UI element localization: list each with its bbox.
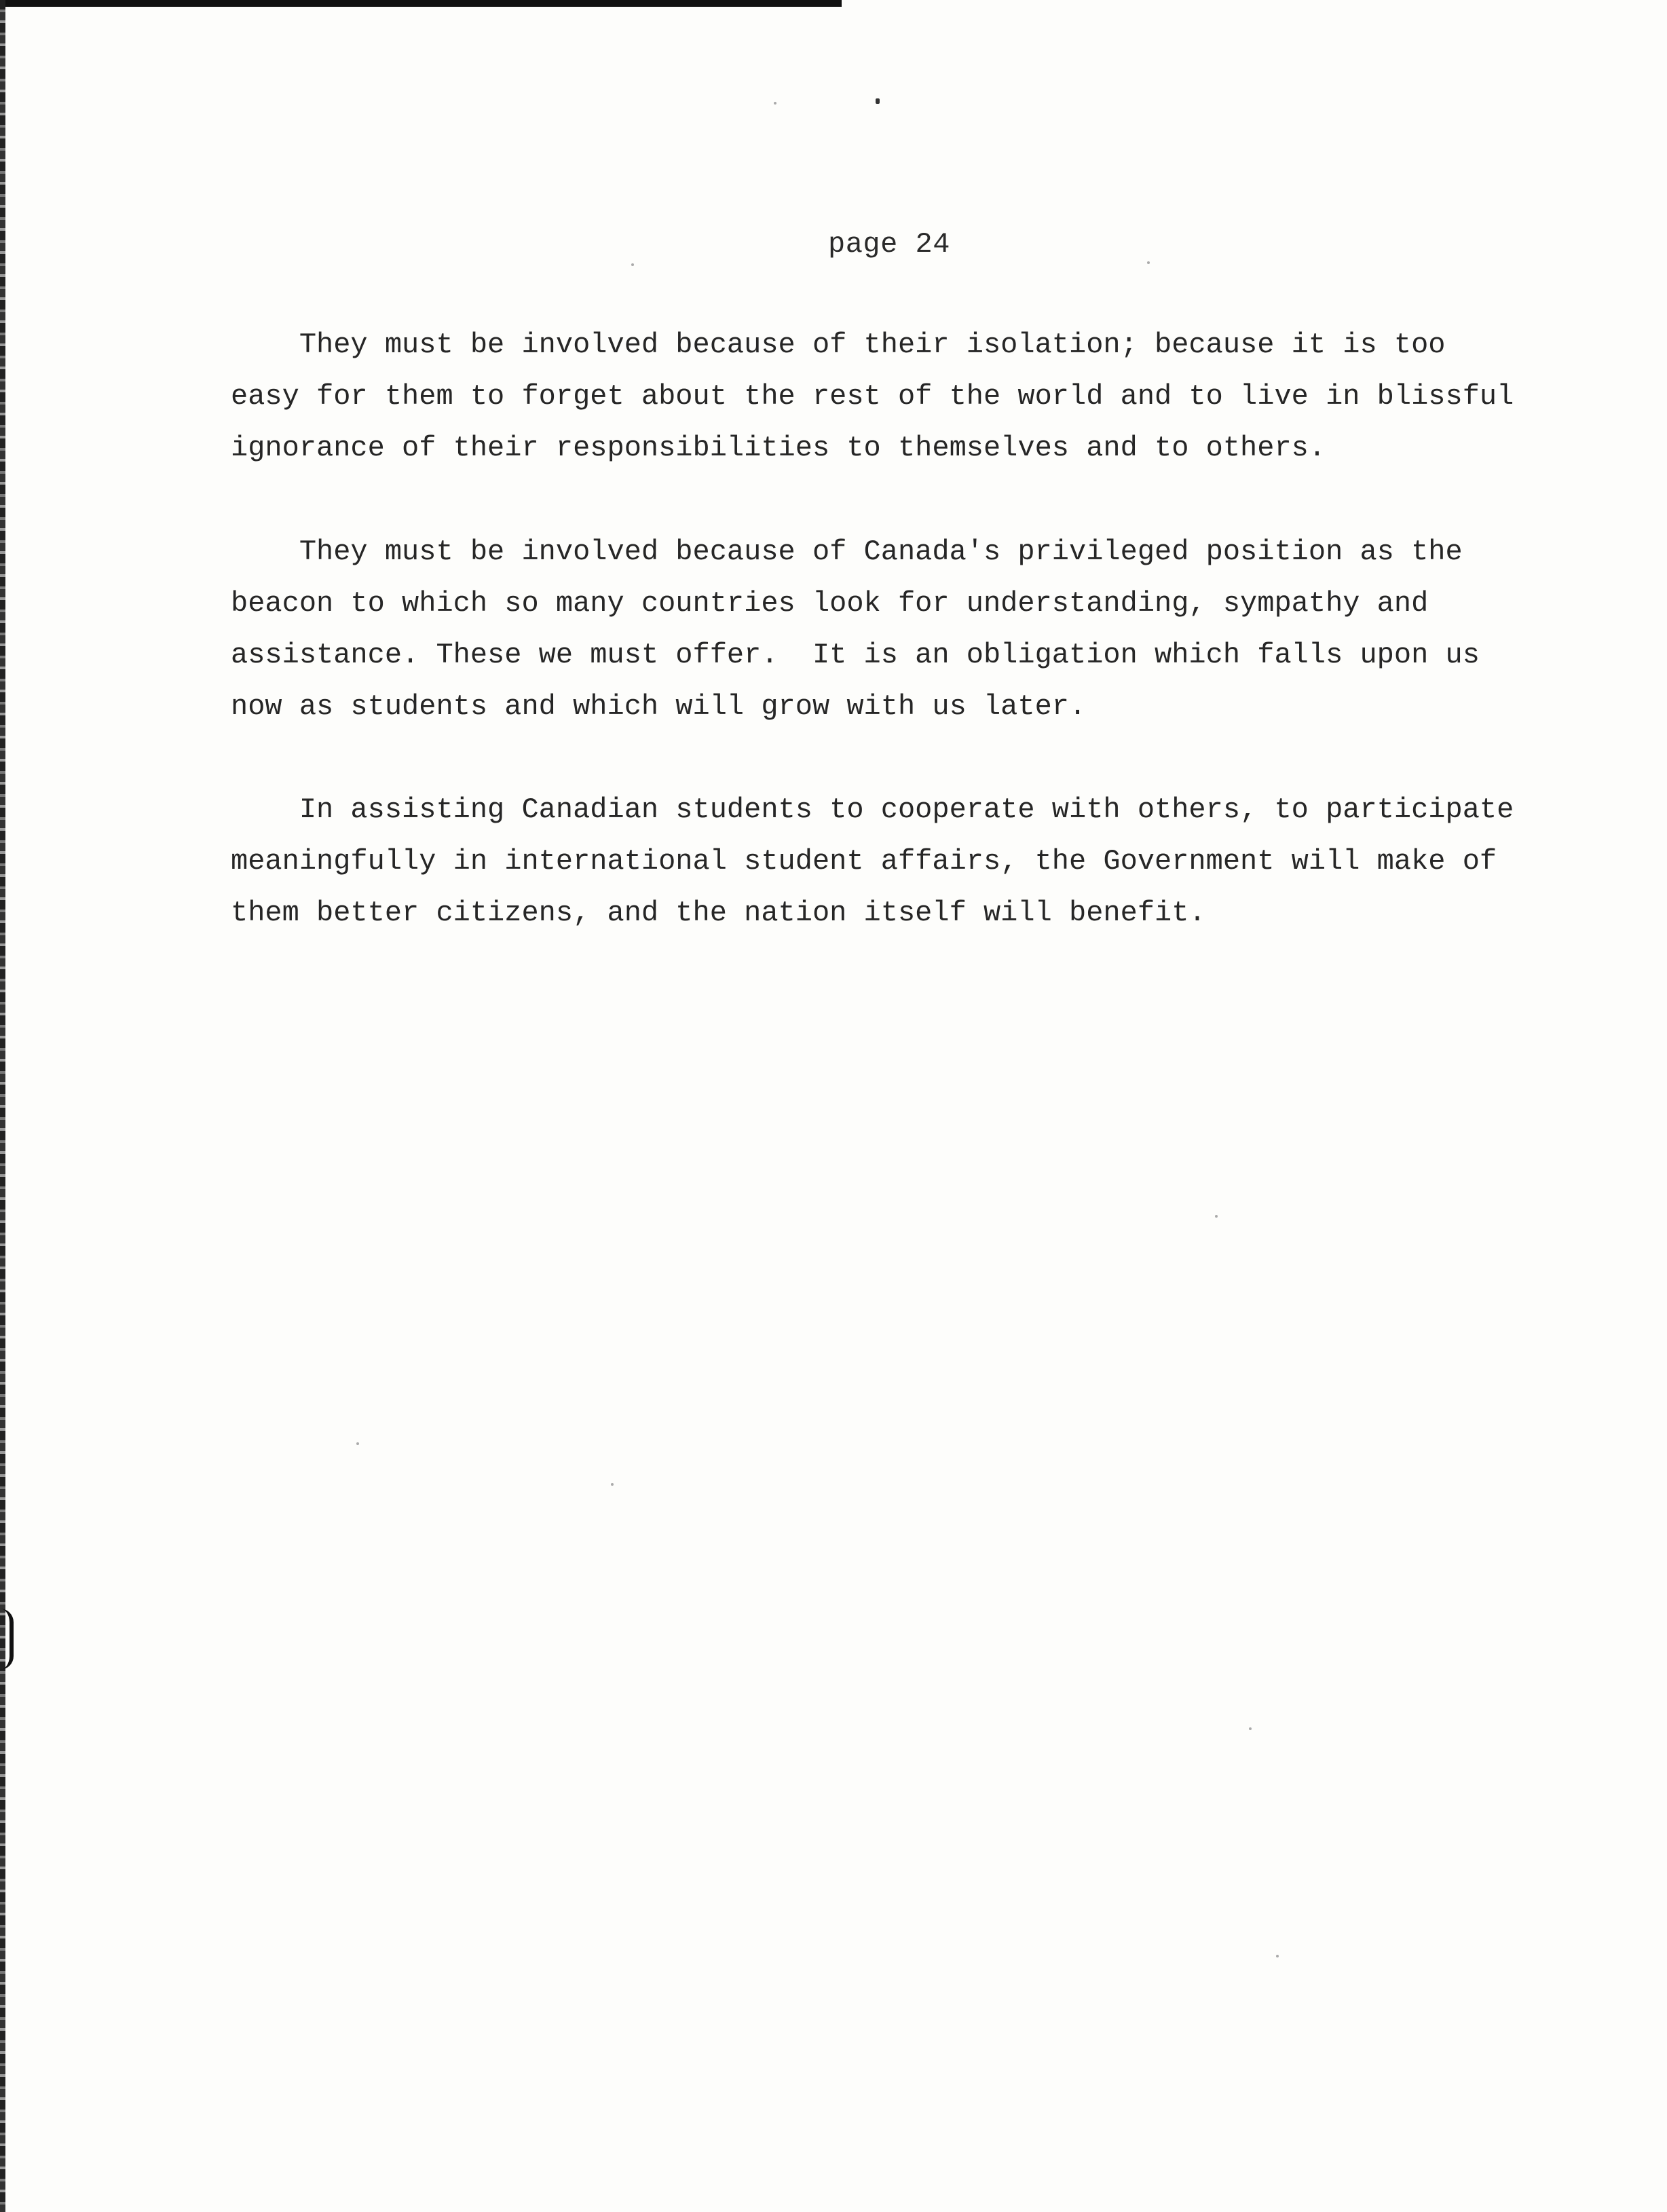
scan-speck xyxy=(1147,261,1150,264)
paragraph-line: beacon to which so many countries look for understanding, sympathy and xyxy=(231,587,1429,620)
paragraph-line: now as students and which will grow with us later. xyxy=(231,690,1087,723)
paragraph-line: In assisting Canadian students to cooperate with others, to participate xyxy=(231,793,1514,826)
page-number: page 24 xyxy=(828,228,950,261)
scan-top-edge xyxy=(0,0,842,7)
scan-speck xyxy=(774,102,776,105)
paragraph-line: meaningfully in international student affairs, the Government will make of xyxy=(231,845,1497,878)
paragraph-canada-position xyxy=(231,526,1575,732)
scan-binding-notch xyxy=(0,1609,14,1670)
scan-left-edge xyxy=(0,0,5,2212)
paragraph-isolation xyxy=(231,319,1575,474)
paragraph-line: They must be involved because of Canada's privileged position as the xyxy=(231,536,1463,568)
paragraph-line: assistance. These we must offer. It is an obligation which falls upon us xyxy=(231,639,1480,671)
scan-speck xyxy=(356,1442,359,1445)
paragraph-line: ignorance of their responsibilities to themselves and to others. xyxy=(231,432,1326,464)
scan-speck xyxy=(1276,1955,1279,1957)
scan-speck xyxy=(1215,1215,1218,1218)
paragraph-government-benefit xyxy=(231,784,1575,939)
scan-speck xyxy=(1249,1727,1252,1730)
scan-speck xyxy=(876,98,880,104)
scan-speck xyxy=(611,1483,614,1486)
paragraph-line: easy for them to forget about the rest of the world and to live in blissful xyxy=(231,380,1514,413)
paragraph-line: them better citizens, and the nation itself will benefit. xyxy=(231,897,1206,929)
paragraph-line: They must be involved because of their isolation; because it is too xyxy=(231,329,1446,361)
scan-speck xyxy=(631,263,634,266)
